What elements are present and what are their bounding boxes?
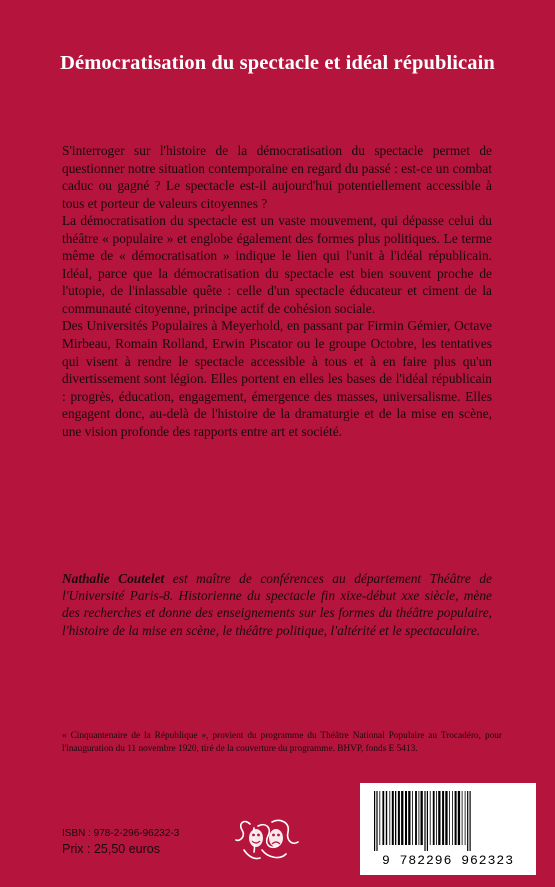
price: Prix : 25,50 euros <box>62 842 160 856</box>
author-bio <box>62 570 492 639</box>
book-title: Démocratisation du spectacle et idéal républicain <box>60 52 495 74</box>
barcode-number: 9 782296 962323 <box>381 853 515 868</box>
paragraph: La démocratisation du spectacle est un vaste mouvement, qui dépasse celui du théâtre « populaire » et englobe également des formes plus politiques. Le terme même de « démocratisation » indique le lien qui l'unit à l'idéal républicain. Idéal, parce que la démocratisation du spectacle est bien souvent proche de l'utopie, de l'inlassable quête : celle d'un spectacle éducateur et ciment de la communauté citoyenne, principe actif de cohésion sociale. <box>62 213 492 316</box>
back-cover-text <box>62 142 492 440</box>
barcode-bars <box>372 791 524 851</box>
isbn: ISBN : 978-2-296-96232-3 <box>62 828 180 839</box>
barcode <box>360 783 536 875</box>
author-bio-text: est maître de conférences au département Théâtre de l'Université Paris-8. Historienne du spectacle fin xixe-début xxe siècle, mène des recherches et donne des enseignements sur les formes du théâtre populaire, l'histoire de la mise en scène, le théâtre politique, l'altérité et le spectaculaire. <box>62 571 492 638</box>
paragraph: Des Universités Populaires à Meyerhold, en passant par Firmin Gémier, Octave Mirbeau, Romain Rolland, Erwin Piscator ou le groupe Octobre, les tentatives qui visent à rendre le spectacle accessible à tous et à en faire plus qu'un divertissement sont légion. Elles portent en elles les bases de l'idéal républicain : progrès, éducation, engagement, émergence des masses, universalisme. Elles engagent donc, au-delà de l'histoire de la dramaturgie et de la mise en scène, une vision profonde des rapports entre art et société. <box>62 318 492 439</box>
paragraph: S'interroger sur l'histoire de la démocratisation du spectacle permet de questionner notre situation contemporaine en regard du passé : est-ce un combat caduc ou gagné ? Le spectacle est-il aujourd'hui potentiellement accessible à tous et porteur de valeurs citoyennes ? <box>62 143 492 211</box>
author-name: Nathalie Coutelet <box>62 571 165 586</box>
publisher-logo-icon <box>232 810 304 870</box>
cover-caption: « Cinquantenaire de la République », provient du programme du Théâtre National Populaire au Trocadéro, pour l'inauguration du 11 novembre 1920, tiré de la couverture du programme. BHVP, fonds E 5413. <box>62 731 502 754</box>
